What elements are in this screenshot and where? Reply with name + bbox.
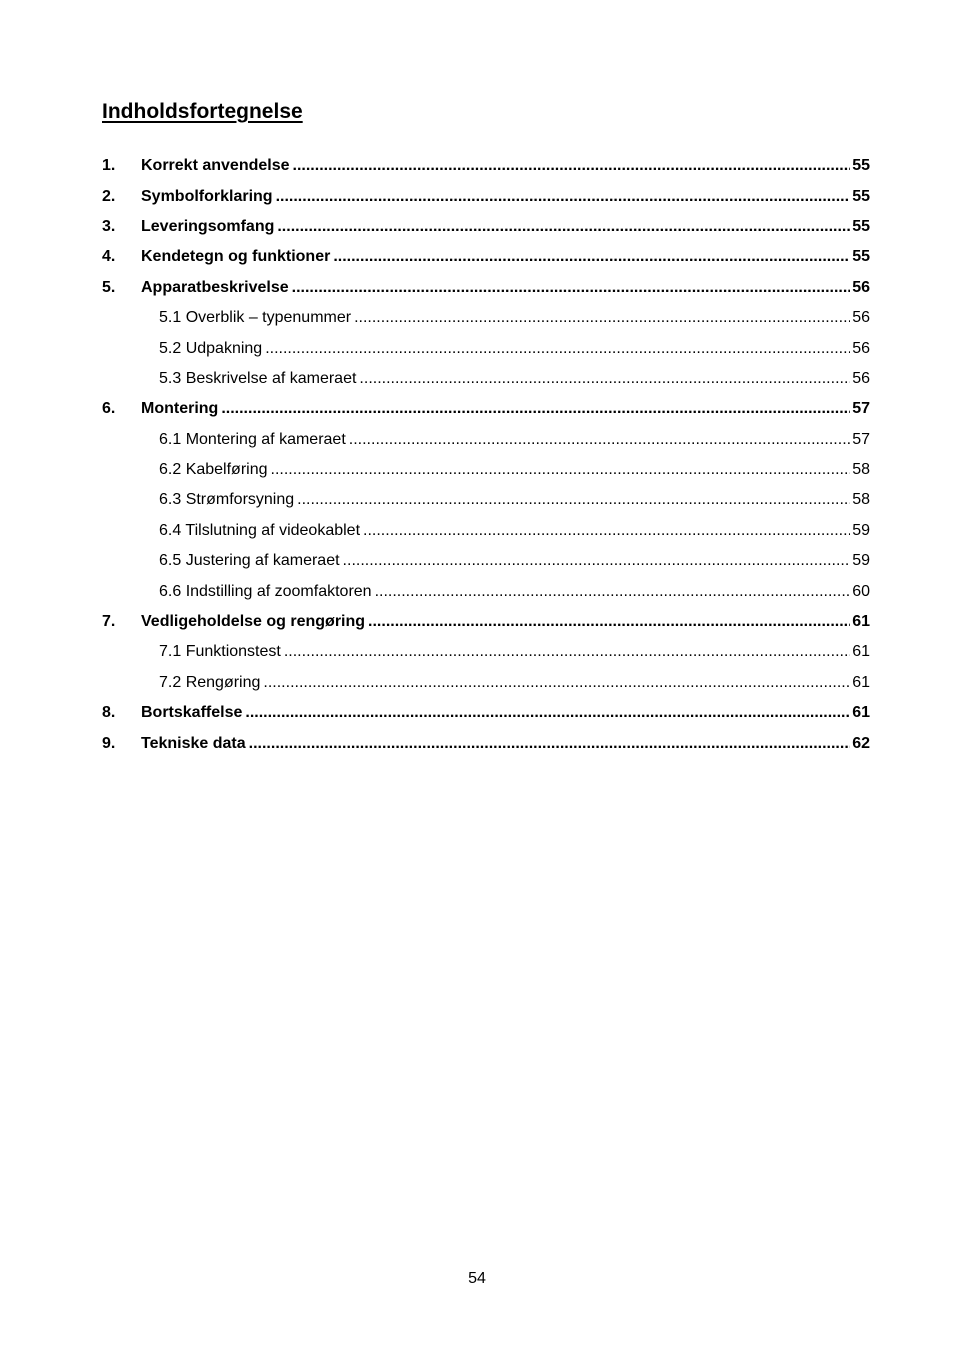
toc-section-entry[interactable]: [102, 546, 870, 576]
toc-chapter-entry[interactable]: [102, 212, 870, 242]
toc-entry-number: 9.: [102, 734, 116, 752]
toc-entry-label: Leveringsomfang: [141, 217, 275, 235]
toc-entry-page: 56: [852, 309, 870, 327]
toc-entry-page: 59: [852, 521, 870, 539]
toc-entry-label: 7.1 Funktionstest: [159, 643, 281, 661]
toc-entry-page: 62: [852, 734, 870, 752]
toc-dot-leader: [363, 521, 850, 541]
toc-section-entry[interactable]: [102, 333, 870, 363]
toc-entry-page: 61: [852, 673, 870, 691]
table-of-contents: [102, 151, 870, 759]
toc-dot-leader: [368, 612, 850, 632]
toc-entry-label: Apparatbeskrivelse: [141, 278, 289, 296]
toc-entry-number: 8.: [102, 704, 116, 722]
toc-dot-leader: [276, 187, 851, 207]
toc-entry-page: 60: [852, 582, 870, 600]
toc-chapter-entry[interactable]: [102, 242, 870, 272]
toc-entry-label: Montering: [141, 400, 219, 418]
toc-dot-leader: [359, 369, 850, 389]
toc-entry-label: 6.3 Strømforsyning: [159, 491, 295, 509]
toc-entry-page: 55: [852, 157, 870, 175]
page-title: Indholdsfortegnelse: [102, 100, 303, 123]
toc-section-entry[interactable]: [102, 425, 870, 455]
toc-entry-label: 6.1 Montering af kameraet: [159, 430, 346, 448]
toc-dot-leader: [375, 582, 851, 602]
toc-chapter-entry[interactable]: [102, 273, 870, 303]
toc-entry-label: 6.2 Kabelføring: [159, 461, 268, 479]
toc-entry-page: 58: [852, 491, 870, 509]
toc-dot-leader: [333, 247, 850, 267]
toc-entry-page: 56: [852, 369, 870, 387]
toc-dot-leader: [249, 734, 851, 754]
toc-entry-page: 61: [852, 704, 870, 722]
toc-entry-page: 55: [852, 187, 870, 205]
toc-entry-label: 5.3 Beskrivelse af kameraet: [159, 369, 357, 387]
toc-entry-label: Bortskaffelse: [141, 704, 243, 722]
toc-entry-page: 55: [852, 217, 870, 235]
toc-entry-label: 5.2 Udpakning: [159, 339, 263, 357]
toc-entry-page: 58: [852, 461, 870, 479]
toc-entry-label: 6.5 Justering af kameraet: [159, 552, 340, 570]
toc-chapter-entry[interactable]: [102, 151, 870, 181]
toc-chapter-entry[interactable]: [102, 607, 870, 637]
toc-entry-page: 61: [852, 613, 870, 631]
toc-entry-page: 56: [852, 278, 870, 296]
toc-dot-leader: [297, 490, 850, 510]
toc-dot-leader: [271, 460, 851, 480]
toc-chapter-entry[interactable]: [102, 698, 870, 728]
toc-entry-label: Korrekt anvendelse: [141, 157, 290, 175]
toc-entry-number: 2.: [102, 187, 116, 205]
toc-entry-label: 5.1 Overblik – typenummer: [159, 309, 352, 327]
toc-entry-label: Symbolforklaring: [141, 187, 273, 205]
toc-entry-number: 1.: [102, 157, 116, 175]
toc-entry-page: 61: [852, 643, 870, 661]
toc-entry-page: 55: [852, 248, 870, 266]
toc-entry-label: Kendetegn og funktioner: [141, 248, 331, 266]
toc-dot-leader: [263, 673, 850, 693]
toc-entry-page: 57: [852, 430, 870, 448]
toc-entry-number: 6.: [102, 400, 116, 418]
toc-entry-label: 6.4 Tilslutning af videokablet: [159, 521, 361, 539]
page-number: 54: [468, 1270, 486, 1287]
toc-entry-number: 7.: [102, 613, 116, 631]
toc-entry-page: 59: [852, 552, 870, 570]
toc-entry-label: 7.2 Rengøring: [159, 673, 261, 691]
toc-dot-leader: [349, 430, 850, 450]
toc-section-entry[interactable]: [102, 364, 870, 394]
toc-entry-label: Tekniske data: [141, 734, 246, 752]
toc-chapter-entry[interactable]: [102, 394, 870, 424]
toc-section-entry[interactable]: [102, 668, 870, 698]
toc-chapter-entry[interactable]: [102, 728, 870, 758]
toc-dot-leader: [265, 339, 850, 359]
toc-entry-page: 57: [852, 400, 870, 418]
toc-entry-label: 6.6 Indstilling af zoomfaktoren: [159, 582, 372, 600]
toc-section-entry[interactable]: [102, 637, 870, 667]
toc-dot-leader: [354, 308, 850, 328]
toc-section-entry[interactable]: [102, 576, 870, 606]
toc-dot-leader: [221, 399, 850, 419]
toc-entry-number: 5.: [102, 278, 116, 296]
toc-chapter-entry[interactable]: [102, 181, 870, 211]
toc-dot-leader: [284, 642, 850, 662]
toc-entry-number: 4.: [102, 248, 116, 266]
toc-entry-number: 3.: [102, 217, 116, 235]
toc-dot-leader: [343, 551, 851, 571]
toc-dot-leader: [277, 217, 850, 237]
toc-dot-leader: [293, 156, 851, 176]
toc-dot-leader: [245, 703, 850, 723]
toc-dot-leader: [292, 278, 851, 298]
toc-section-entry[interactable]: [102, 485, 870, 515]
toc-entry-label: Vedligeholdelse og rengøring: [141, 613, 366, 631]
toc-section-entry[interactable]: [102, 516, 870, 546]
toc-section-entry[interactable]: [102, 455, 870, 485]
toc-entry-page: 56: [852, 339, 870, 357]
toc-section-entry[interactable]: [102, 303, 870, 333]
